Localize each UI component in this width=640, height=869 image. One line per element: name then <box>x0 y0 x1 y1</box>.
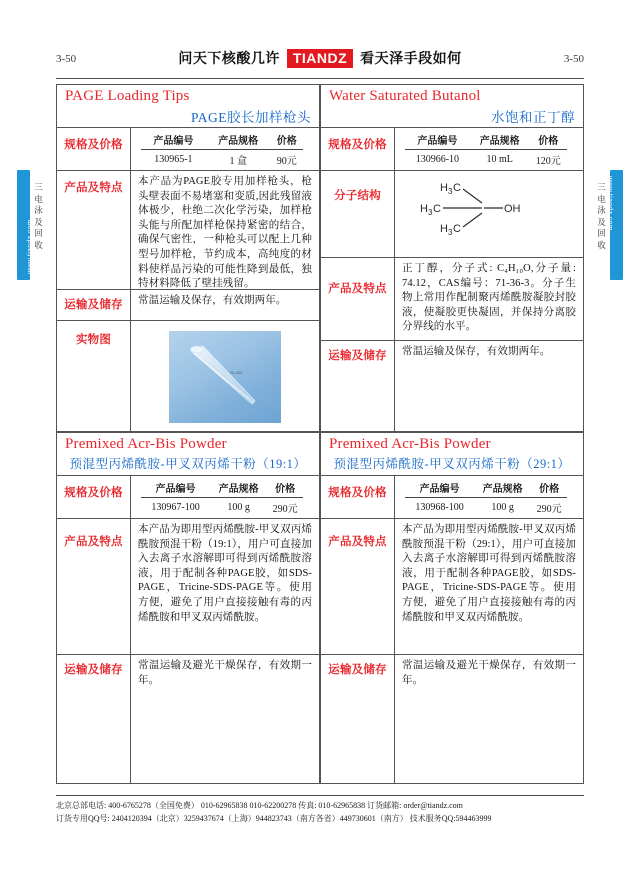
table-header-row <box>405 130 567 150</box>
cell-price: 290元 <box>272 504 298 515</box>
table-header-row <box>141 478 303 498</box>
shipping-cell <box>131 655 319 784</box>
product-panel-page-loading-tips <box>56 84 320 432</box>
features-row <box>321 258 583 341</box>
product-title-en: Water Saturated Butanol <box>329 88 481 104</box>
spec-price-row <box>57 476 319 519</box>
row-label-spec-price: 规格及价格 <box>57 476 131 518</box>
tiandz-logo: TIANDZ <box>287 49 353 68</box>
mol-label-bottom: H <box>440 223 448 235</box>
shipping-row <box>321 655 583 784</box>
row-label-shipping: 运输及储存 <box>57 655 131 784</box>
spec-price-table <box>141 130 303 168</box>
product-title-cn: 预混型丙烯酰胺-甲叉双丙烯干粉（19:1） <box>57 454 319 476</box>
svg-text:C: C <box>433 203 441 215</box>
product-grid <box>56 84 584 784</box>
th-price: 价格 <box>539 484 560 495</box>
structure-row <box>321 171 583 258</box>
side-url-left: www.tiandz.com <box>27 219 34 274</box>
features-cell <box>395 258 583 340</box>
table-header-row <box>141 130 303 150</box>
spec-price-table <box>405 478 567 516</box>
side-url-right: www.tiandz.com <box>606 176 613 231</box>
features-text: 本产品为即用型丙烯酰胺-甲叉双丙烯酰胺预混干粉（29:1），用户可直接加入去离子水溶解即可得到丙烯酰胺溶液，用于配制各种PAGE胶，如SDS-PAGE，Tricine-SDS-PAGE等。使用方便，避免了用户直接接触有毒的丙烯酰胺和甲叉双丙烯酰胺。 <box>402 524 576 623</box>
product-title-cn: 水饱和正丁醇 <box>321 106 583 128</box>
th-product-spec: 产品规格 <box>482 484 523 495</box>
row-label-structure: 分子结构 <box>321 171 395 257</box>
table-row <box>405 498 567 517</box>
features-row <box>57 171 319 290</box>
spec-price-table-cell <box>395 128 583 170</box>
spec-price-table-cell <box>131 128 319 170</box>
mol-label-right: OH <box>504 203 521 215</box>
features-text: 本产品为PAGE胶专用加样枪头，枪头壁表面不易堵塞和变质,因此残留液体极少，杜绝二次化学污染，加样枪头能与所配加样枪保持紧密的结合，确保气密性，一种枪头可以配上几种型号加样枪，节约成本，高纯度的材料使样品污染的可能性降到最低，独特材料降低了壁挂残留。 <box>138 176 312 290</box>
page-number-right: 3-50 <box>563 53 584 65</box>
side-tab-left <box>17 170 34 280</box>
footer-line-phone: 北京总部电话: 400-6765278（全国免费） 010-62965838 010-62200278 传真: 010-62965838 订货邮箱: order@tiandz.com <box>56 801 463 810</box>
th-product-code: 产品编号 <box>153 136 194 147</box>
page-footer <box>56 799 584 825</box>
features-text: 正丁醇，分子式: C₄H₁₀O,分子量: 74.12，CAS编号：71-36-3。分子生物上常用作配制聚丙烯酰胺凝胶封胶液，使凝胶更快凝固，并保持分离胶分界线的水平。 <box>402 263 576 333</box>
spec-price-table <box>141 478 303 516</box>
table-row <box>405 150 567 169</box>
mol-label-left: H <box>420 203 428 215</box>
cell-product-code: 130966-10 <box>415 154 460 165</box>
shipping-cell <box>131 290 319 320</box>
mol-label-top: H <box>440 182 448 194</box>
svg-text:C: C <box>453 182 461 194</box>
product-title-en: Premixed Acr-Bis Powder <box>329 436 491 452</box>
th-product-code: 产品编号 <box>155 484 196 495</box>
header-slogan-right: 看天泽手段如何 <box>360 52 462 67</box>
svg-text:3: 3 <box>428 208 433 217</box>
row-label-shipping: 运输及储存 <box>321 341 395 432</box>
product-photo-pipette-tip <box>169 331 281 423</box>
cell-product-spec: 10 mL <box>486 154 513 165</box>
shipping-text: 常温运输及保存，有效期两年。 <box>402 346 551 357</box>
shipping-text: 常温运输及避光干燥保存，有效期一年。 <box>402 660 576 686</box>
row-label-features: 产品及特点 <box>321 258 395 340</box>
cell-price: 120元 <box>535 156 561 167</box>
th-price: 价格 <box>275 484 296 495</box>
table-row <box>141 150 303 169</box>
spec-price-row <box>321 476 583 519</box>
header-slogan <box>56 48 584 68</box>
photo-cell <box>131 321 319 432</box>
th-product-spec: 产品规格 <box>479 136 520 147</box>
page-header <box>56 46 584 76</box>
header-divider <box>56 78 584 79</box>
cell-product-spec: 100 g <box>227 502 250 513</box>
shipping-text: 常温运输及避光干燥保存，有效期一年。 <box>138 660 312 686</box>
th-price: 价格 <box>276 136 297 147</box>
spec-price-table-cell <box>131 476 319 518</box>
features-cell <box>131 519 319 654</box>
footer-divider <box>56 795 584 796</box>
row-label-shipping: 运输及储存 <box>321 655 395 784</box>
cell-product-code: 130965-1 <box>154 154 193 165</box>
header-slogan-left: 问天下核酸几许 <box>178 52 280 67</box>
svg-text:3: 3 <box>448 187 453 196</box>
features-cell <box>395 519 583 654</box>
structure-cell <box>395 171 583 257</box>
product-panel-premixed-acr-bis-19-1 <box>56 432 320 784</box>
pipette-tip-illustration <box>183 343 267 411</box>
spec-price-table-cell <box>395 476 583 518</box>
cell-price: 90元 <box>276 156 297 167</box>
shipping-row <box>57 290 319 321</box>
row-label-shipping: 运输及储存 <box>57 290 131 320</box>
shipping-row <box>321 341 583 432</box>
spec-price-table <box>405 130 567 168</box>
row-label-spec-price: 规格及价格 <box>321 128 395 170</box>
row-label-spec-price: 规格及价格 <box>321 476 395 518</box>
row-label-spec-price: 规格及价格 <box>57 128 131 170</box>
side-tab-right <box>606 170 623 280</box>
photo-row <box>57 321 319 432</box>
cell-product-code: 130968-100 <box>415 502 464 513</box>
features-row <box>57 519 319 655</box>
footer-line-qq: 订货专用QQ号: 2404120394（北京）3259437674（上海）944823743（南方各省）449730601（南方） 技术服务QQ:594463999 <box>56 814 492 823</box>
shipping-row <box>57 655 319 784</box>
product-title-en: PAGE Loading Tips <box>65 88 190 104</box>
spec-price-row <box>57 128 319 171</box>
product-title-cn: PAGE胶长加样枪头 <box>57 106 319 128</box>
side-section-label-left: 三 电 泳 及 回 收 <box>34 182 43 250</box>
cell-product-spec: 100 g <box>491 502 514 513</box>
product-panel-water-saturated-butanol <box>320 84 584 432</box>
product-photo-wrap <box>138 325 312 423</box>
product-title-cn: 预混型丙烯酰胺-甲叉双丙烯干粉（29:1） <box>321 454 583 476</box>
th-product-spec: 产品规格 <box>218 136 259 147</box>
features-text: 本产品为即用型丙烯酰胺-甲叉双丙烯酰胺预混干粉（19:1），用户可直接加入去离子水溶解即可得到丙烯酰胺溶液，用于配制各种PAGE胶，如SDS-PAGE，Tricine-SDS-PAGE等。使用方便，避免了用户直接接触有毒的丙烯酰胺和甲叉双丙烯酰胺。 <box>138 524 312 623</box>
features-row <box>321 519 583 655</box>
product-title-en: Premixed Acr-Bis Powder <box>65 436 227 452</box>
th-product-spec: 产品规格 <box>218 484 259 495</box>
th-product-code: 产品编号 <box>417 136 458 147</box>
th-product-code: 产品编号 <box>419 484 460 495</box>
row-label-features: 产品及特点 <box>57 519 131 654</box>
shipping-cell <box>395 341 583 432</box>
table-row <box>141 498 303 517</box>
cell-price: 290元 <box>536 504 562 515</box>
svg-text:3: 3 <box>448 228 453 237</box>
th-price: 价格 <box>538 136 559 147</box>
product-panel-premixed-acr-bis-29-1 <box>320 432 584 784</box>
row-label-features: 产品及特点 <box>321 519 395 654</box>
svg-text:C: C <box>453 223 461 235</box>
row-label-features: 产品及特点 <box>57 171 131 289</box>
spec-price-row <box>321 128 583 171</box>
cell-product-code: 130967-100 <box>151 502 200 513</box>
shipping-cell <box>395 655 583 784</box>
row-label-photo: 实物图 <box>57 321 131 432</box>
table-header-row <box>405 478 567 498</box>
page-number-left: 3-50 <box>56 53 77 65</box>
side-section-label-right: 三 电 泳 及 回 收 <box>597 182 606 250</box>
shipping-text: 常温运输及保存，有效期两年。 <box>138 295 287 306</box>
features-cell <box>131 171 319 289</box>
svg-text:TD-200: TD-200 <box>229 370 243 375</box>
butanol-structure-svg <box>402 175 582 237</box>
cell-product-spec: 1 盒 <box>229 156 247 167</box>
molecular-structure <box>402 175 576 237</box>
